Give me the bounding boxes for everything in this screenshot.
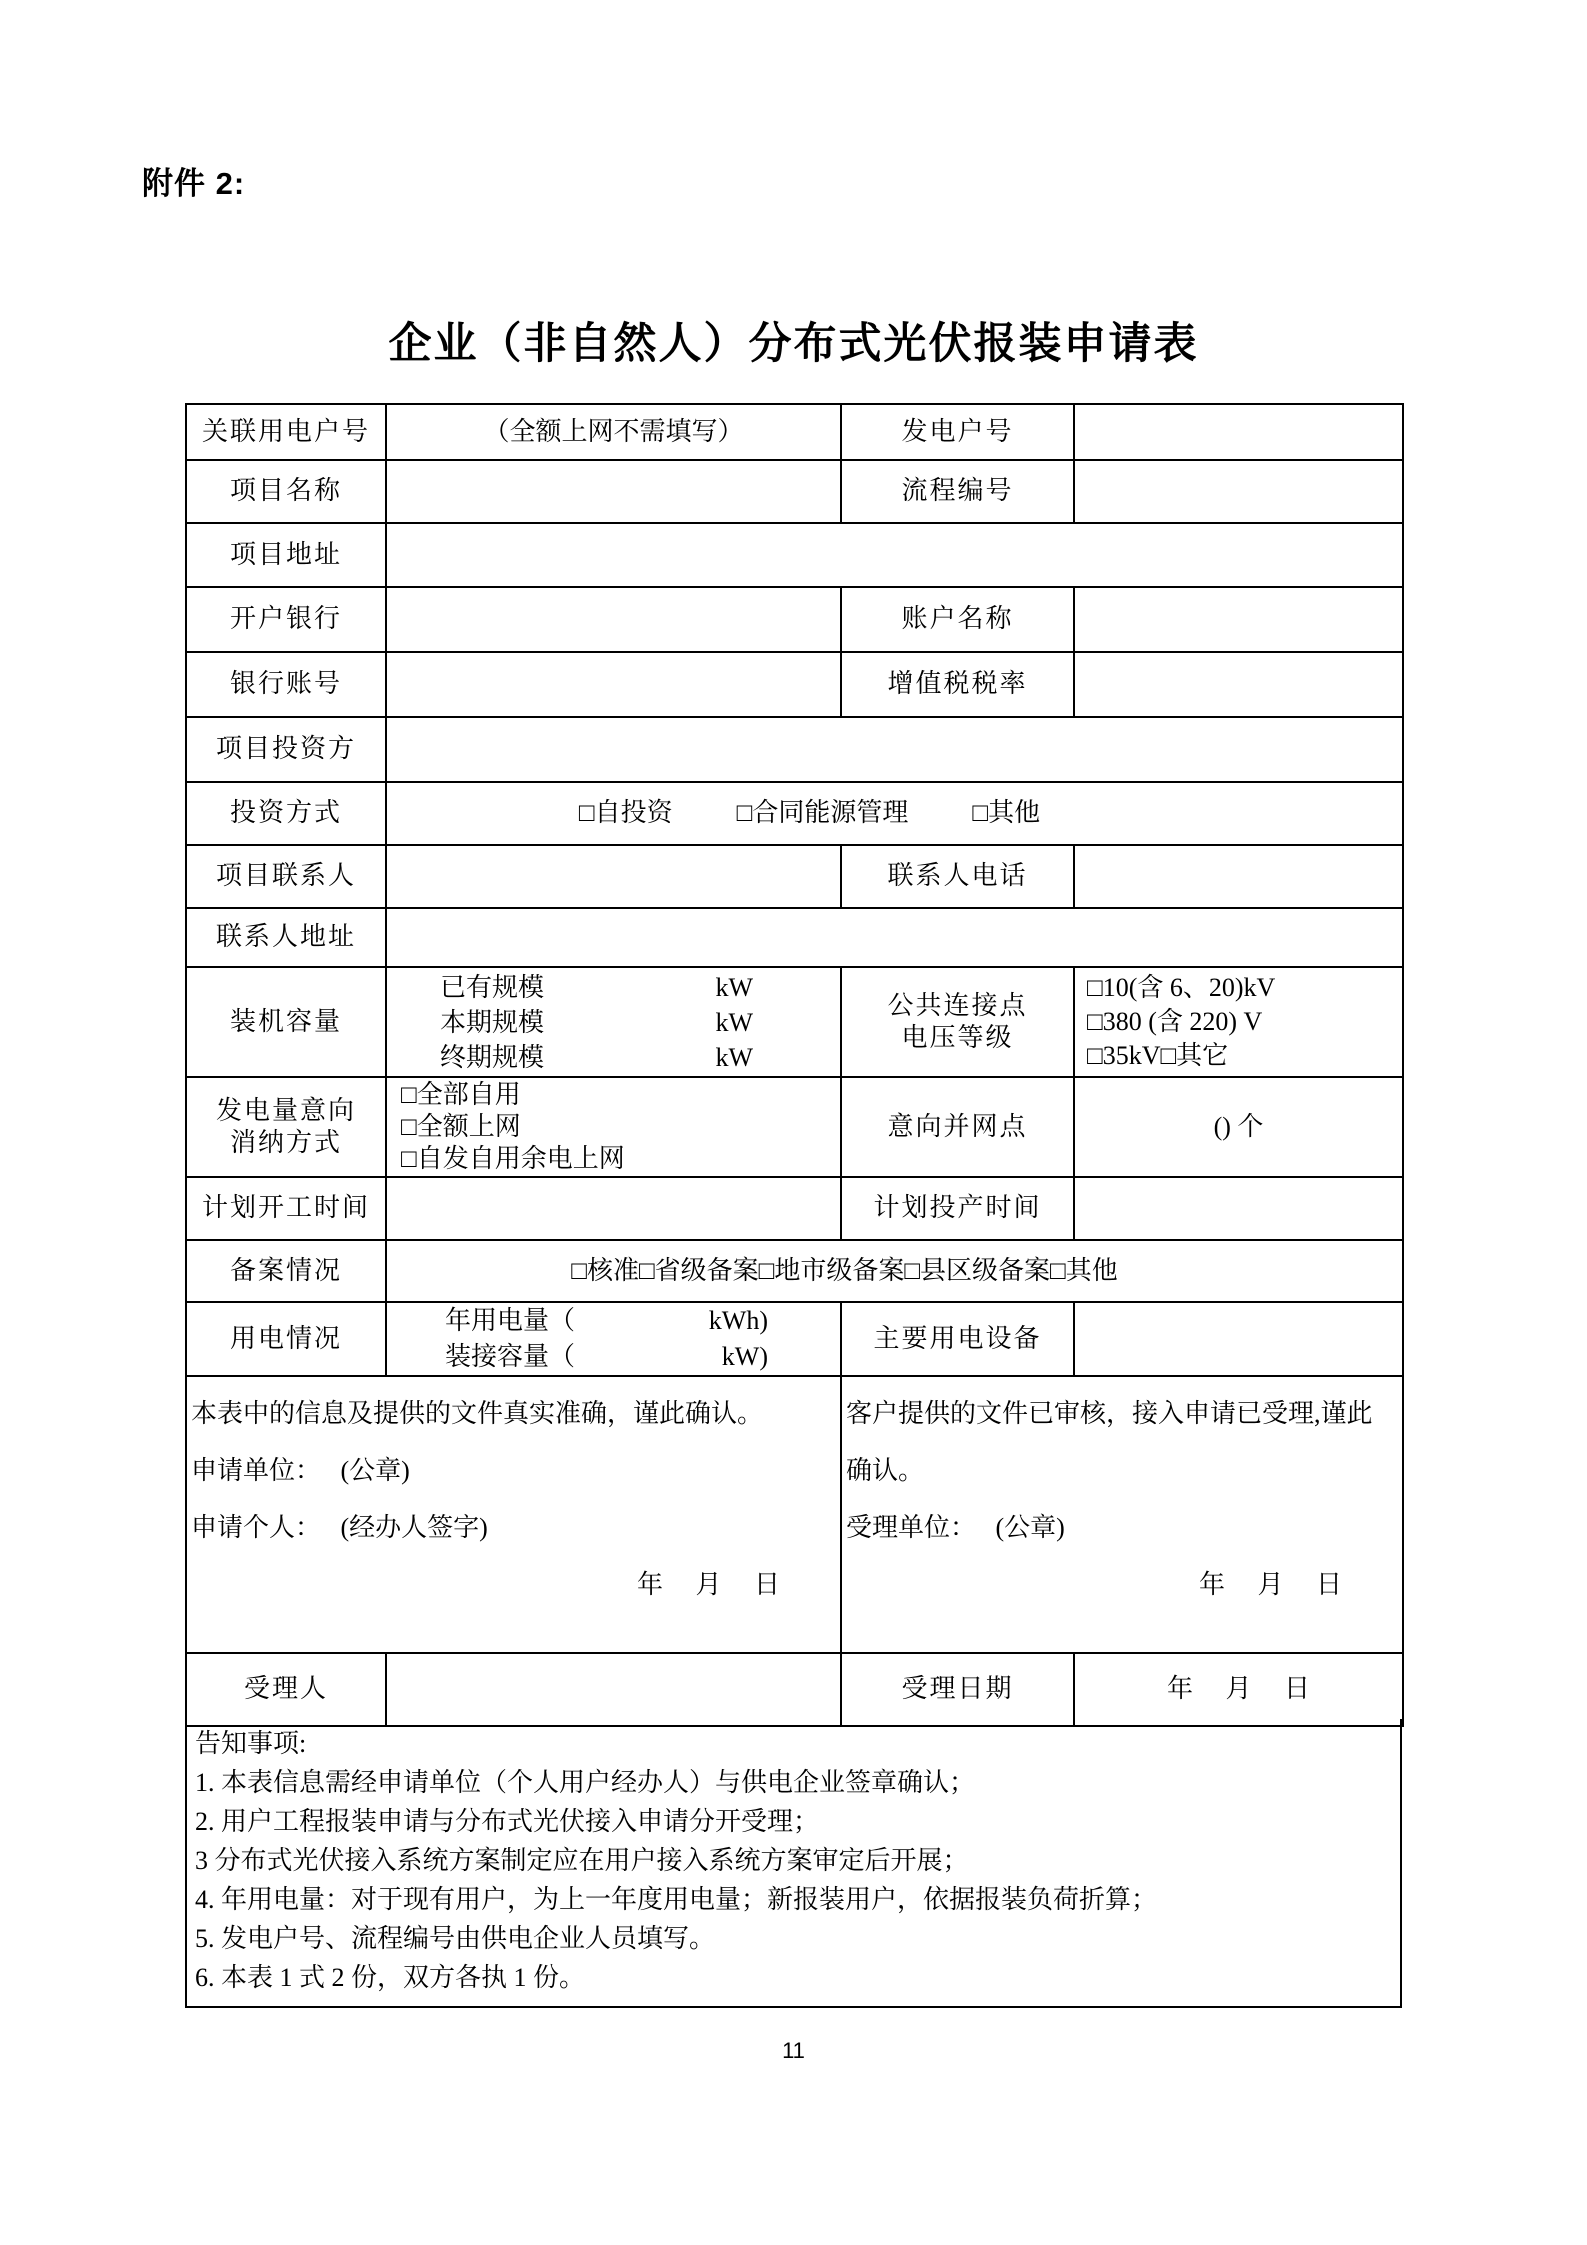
page-number: 11: [782, 2038, 805, 2063]
capacity-unit-current: kW: [715, 1007, 753, 1037]
field-label-production-time: 计划投产时间: [841, 1177, 1074, 1240]
checkbox-option-380v: □380 (含 220) V: [1087, 1007, 1263, 1036]
capacity-unit-final: kW: [715, 1042, 753, 1072]
record-status-options: □核准□省级备案□地市级备案□县区级备案□其他: [386, 1240, 1403, 1302]
row-linked-account: [186, 404, 1403, 460]
notice-box: [185, 1719, 1402, 2008]
capacity-label-current: 本期规模: [440, 1007, 545, 1037]
acceptance-date-value: 年 月 日: [1074, 1653, 1403, 1726]
usage-line-annual: [387, 1303, 840, 1339]
electricity-usage-values: [386, 1302, 841, 1376]
row-start-time: [186, 1177, 1403, 1240]
utility-statement: 客户提供的文件已审核，接入申请已受理,谨此确认。: [846, 1399, 1373, 1485]
usage-label-installed: 装接容量（: [445, 1342, 576, 1371]
input-cell-contact-phone: [1074, 845, 1403, 908]
usage-unit-annual: kWh): [708, 1306, 768, 1335]
checkbox-option-10kv: □10(含 6、20)kV: [1087, 973, 1276, 1002]
voltage-level-options: [1074, 967, 1403, 1077]
utility-date: 年 月 日: [1198, 1570, 1342, 1599]
input-cell-project-address: [386, 523, 1403, 587]
page-title: 企业（非自然人）分布式光伏报装申请表: [388, 320, 1199, 368]
notice-item-4: 4. 年用电量：对于现有用户，为上一年度用电量；新报装用户，依据报装负荷折算；: [195, 1885, 1158, 1914]
grid-connection-point-value: () 个: [1074, 1077, 1403, 1177]
checkbox-option-energy-management: □合同能源管理: [736, 798, 909, 828]
field-label-project-name: 项目名称: [186, 460, 386, 523]
row-project-address: [186, 523, 1403, 587]
consumption-mode-label-line1: 发电量意向: [215, 1095, 356, 1125]
connection-voltage-line1: 公共连接点: [887, 990, 1028, 1020]
notice-item-5: 5. 发电户号、流程编号由供电企业人员填写。: [195, 1924, 716, 1953]
input-cell-acceptor: [386, 1653, 841, 1726]
field-label-record-status: 备案情况: [186, 1240, 386, 1302]
checkbox-option-35kv-other: □35kV□其它: [1087, 1041, 1229, 1070]
checkbox-option-self-use-surplus-grid: □自发自用余电上网: [401, 1144, 625, 1173]
field-label-consumption-mode: [186, 1077, 386, 1177]
input-cell-process-number: [1074, 460, 1403, 523]
installed-capacity-values: [386, 967, 841, 1077]
field-note-linked-account: （全额上网不需填写）: [386, 404, 841, 460]
utility-confirmation-cell: [841, 1376, 1403, 1653]
capacity-label-existing: 已有规模: [440, 972, 545, 1002]
field-label-contact: 项目联系人: [186, 845, 386, 908]
field-label-start-time: 计划开工时间: [186, 1177, 386, 1240]
field-label-contact-address: 联系人地址: [186, 908, 386, 967]
field-label-bank: 开户银行: [186, 587, 386, 652]
usage-line-installed: [387, 1339, 840, 1375]
input-cell-project-name: [386, 460, 841, 523]
notice-item-6: 6. 本表 1 式 2 份，双方各执 1 份。: [195, 1963, 586, 1992]
field-label-electricity-usage: 用电情况: [186, 1302, 386, 1376]
field-label-acceptance-date: 受理日期: [841, 1653, 1074, 1726]
consumption-mode-options: [386, 1077, 841, 1177]
field-label-acceptor: 受理人: [186, 1653, 386, 1726]
row-bank: [186, 587, 1403, 652]
capacity-line-final: [387, 1040, 840, 1075]
row-consumption-mode: [186, 1077, 1403, 1177]
field-label-installed-capacity: 装机容量: [186, 967, 386, 1077]
input-cell-bank-account: [386, 652, 841, 717]
checkbox-option-all-grid: □全额上网: [401, 1112, 521, 1141]
input-cell-vat-rate: [1074, 652, 1403, 717]
field-label-project-address: 项目地址: [186, 523, 386, 587]
capacity-unit-existing: kW: [715, 972, 753, 1002]
input-cell-contact: [386, 845, 841, 908]
field-label-grid-connection-point: 意向并网点: [841, 1077, 1074, 1177]
input-cell-production-time: [1074, 1177, 1403, 1240]
input-cell-bank: [386, 587, 841, 652]
row-project-name: [186, 460, 1403, 523]
checkbox-option-all-self-use: □全部自用: [401, 1080, 521, 1109]
capacity-line-current: [387, 1005, 840, 1040]
row-investment-mode: [186, 782, 1403, 845]
applicant-person-signature: 申请个人： (经办人签字): [191, 1513, 488, 1542]
row-record-status: [186, 1240, 1403, 1302]
input-cell-main-equipment: [1074, 1302, 1403, 1376]
row-acceptor: [186, 1653, 1403, 1726]
field-label-vat-rate: 增值税税率: [841, 652, 1074, 717]
row-contact-address: [186, 908, 1403, 967]
field-label-investment-mode: 投资方式: [186, 782, 386, 845]
utility-unit-seal: 受理单位： (公章): [846, 1513, 1065, 1542]
attachment-label: 附件 2:: [142, 166, 246, 201]
usage-unit-installed: kW): [721, 1342, 768, 1371]
notice-item-2: 2. 用户工程报装申请与分布式光伏接入申请分开受理；: [195, 1807, 820, 1836]
row-investor: [186, 717, 1403, 782]
row-electricity-usage: [186, 1302, 1403, 1376]
checkbox-option-other: □其他: [972, 798, 1041, 828]
notice-item-3: 3 分布式光伏接入系统方案制定应在用户接入系统方案审定后开展；: [195, 1846, 969, 1875]
capacity-line-existing: [387, 970, 840, 1005]
applicant-confirmation-cell: [186, 1376, 841, 1653]
input-cell-generation-account: [1074, 404, 1403, 460]
field-label-generation-account: 发电户号: [841, 404, 1074, 460]
field-label-investor: 项目投资方: [186, 717, 386, 782]
application-form-table: [185, 403, 1404, 1727]
field-label-bank-account: 银行账号: [186, 652, 386, 717]
applicant-date: 年 月 日: [636, 1570, 780, 1599]
row-contact: [186, 845, 1403, 908]
field-label-account-name: 账户名称: [841, 587, 1074, 652]
input-cell-account-name: [1074, 587, 1403, 652]
consumption-mode-label-line2: 消纳方式: [229, 1128, 342, 1157]
usage-label-annual: 年用电量（: [445, 1306, 576, 1335]
field-label-main-equipment: 主要用电设备: [841, 1302, 1074, 1376]
field-label-linked-account: 关联用电户号: [186, 404, 386, 460]
input-cell-start-time: [386, 1177, 841, 1240]
row-bank-account: [186, 652, 1403, 717]
notice-item-1: 1. 本表信息需经申请单位（个人用户经办人）与供电企业签章确认；: [195, 1768, 976, 1797]
checkbox-option-self-invest: □自投资: [578, 798, 673, 828]
applicant-statement: 本表中的信息及提供的文件真实准确，谨此确认。: [191, 1399, 764, 1428]
row-installed-capacity: [186, 967, 1403, 1077]
capacity-label-final: 终期规模: [440, 1042, 545, 1072]
input-cell-investor: [386, 717, 1403, 782]
input-cell-contact-address: [386, 908, 1403, 967]
applicant-unit-seal: 申请单位： (公章): [191, 1456, 410, 1485]
field-label-contact-phone: 联系人电话: [841, 845, 1074, 908]
connection-voltage-line2: 电压等级: [901, 1023, 1014, 1052]
field-label-connection-voltage: [841, 967, 1074, 1077]
row-signatures: [186, 1376, 1403, 1653]
notice-title: 告知事项:: [195, 1729, 307, 1758]
investment-mode-options: [386, 782, 1403, 845]
field-label-process-number: 流程编号: [841, 460, 1074, 523]
